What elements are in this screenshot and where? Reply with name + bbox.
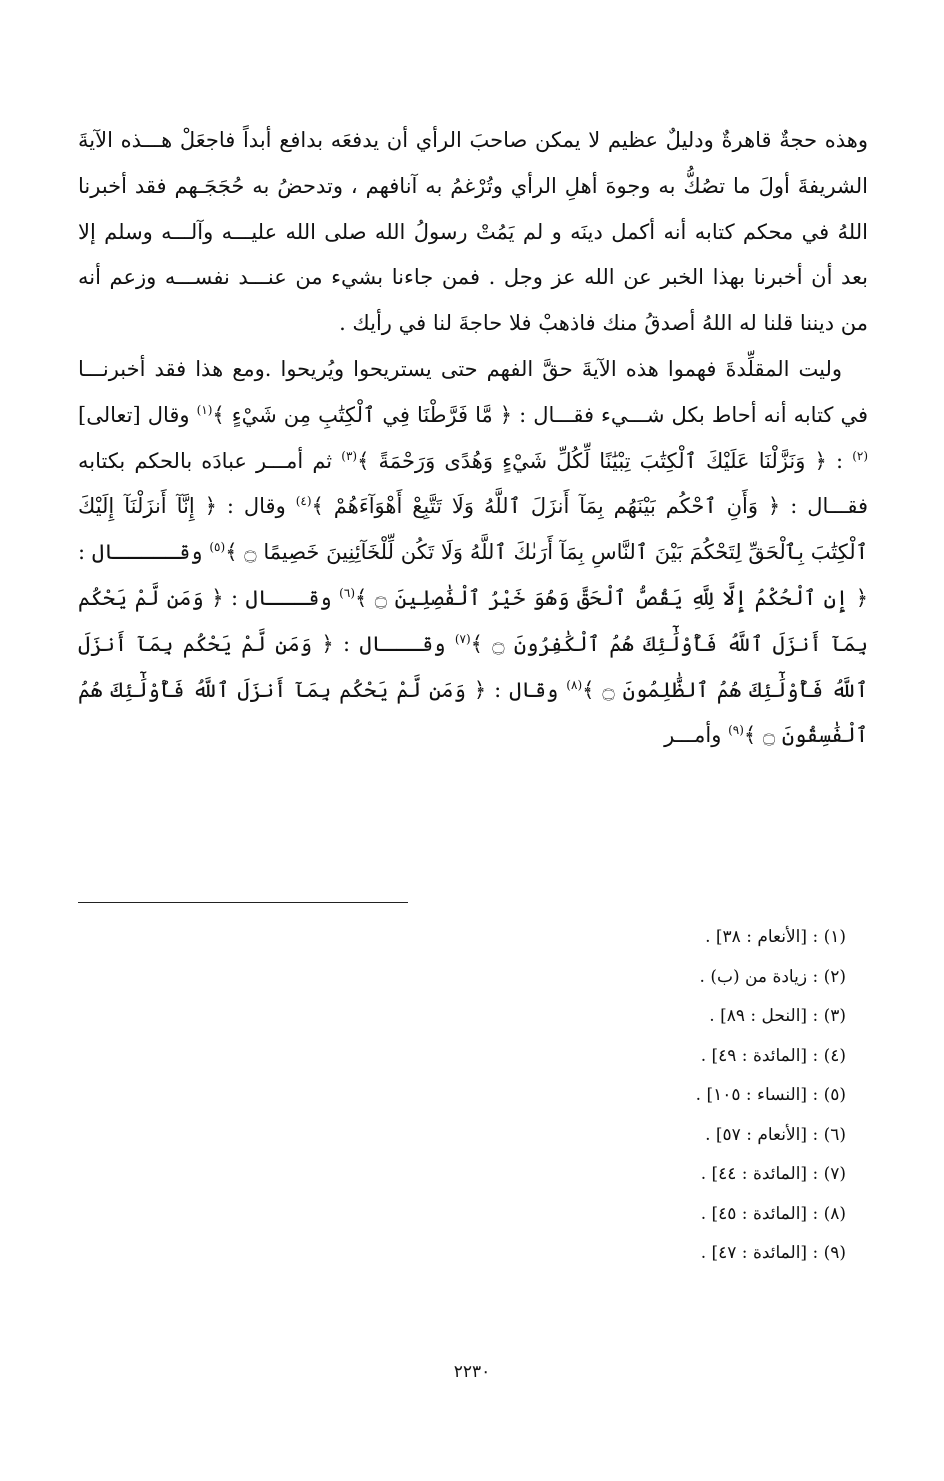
footnote-item: (٧) : [المائدة : ٤٤] .: [700, 1164, 846, 1184]
main-body-text: [78, 118, 868, 759]
footnote-divider: [78, 902, 408, 903]
footnote-item: (٨) : [المائدة : ٤٥] .: [700, 1203, 846, 1224]
footnote-reference: (٤): [295, 494, 312, 509]
text-segment: وقال [تعالى]: [78, 402, 197, 427]
body-paragraph: [78, 347, 868, 759]
text-segment: وهذه حجةٌ قاهرةٌ ودليلٌ عظيم لا يمكن صاحبَ الرأي أن يدفعَه بدافع أبداً فاجعَلْ هـــذه الآيةَ الشريفةَ أولَ ما تصُكُّ به وجوهَ أهلِ الرأي وتُرْغمُ به آنافهم ، وتدحضُ به حُجَجَـهم فقد أخبرنا اللهُ في محكم كتابه أنه أكمل دينَه و لم يَمُتْ رسولُ الله صلى الله عليـــه وآلـــه وسلم إلا بعد أن أخبرنا بهذا الخبر عن الله عز وجل . فمن جاءنا بشيء من عنـــد نفســـه وزعم أنه من ديننا قلنا له اللهُ أصدقُ منك فاذهبْ فلا حاجةَ لنا في رأيك .: [78, 128, 868, 336]
footnote-item: (٦) : [الأنعام : ٥٧] .: [705, 1124, 846, 1145]
text-segment: : ﴿ وَنَزَّلْنَا عَلَيْكَ ٱلْكِتَٰبَ تِبْيَٰنًا لِّكُلِّ شَيْءٍ وَهُدًى وَرَحْمَةً ﴾: [357, 448, 853, 473]
text-segment: وقال : ﴿ وَمَن لَّمْ يَحْكُم بِمَآ أَنزَلَ ٱللَّهُ فَأُوْلَٰٓئِكَ هُمُ ٱلْفَٰسِقُونَ ۝ ﴾: [78, 677, 868, 748]
body-paragraph: [78, 118, 868, 347]
footnote-item: (١) : [الأنعام : ٣٨] .: [705, 927, 846, 947]
text-segment: وقـــال : ﴿ وَمَن لَّمْ يَحْكُم بِمَآ أَنزَلَ ٱللَّهُ فَأُوْلَٰٓئِكَ هُمُ ٱلْكَٰفِرُونَ ۝ ﴾: [78, 585, 868, 656]
text-segment: وقـــال : ﴿ وَمَن لَّمْ يَحْكُم بِمَآ أَنزَلَ ٱللَّهُ فَأُوْلَٰٓئِكَ هُمُ ٱلظَّٰلِمُونَ ۝ ﴾: [78, 631, 868, 702]
text-segment: وليت المقلِّدةَ فهموا هذه الآيةَ حقَّ الفهم حتى يستريحوا ويُريحوا .ومع هذا فقد أخبرنـــا في كتابه أنه أحاط بكل شـــيء فقـــال : ﴿ مَّا فَرَّطْنَا فِي ٱلْكِتَٰبِ مِن شَيْءٍ ﴾: [78, 356, 868, 427]
footnote-reference: (٧): [454, 631, 471, 646]
text-segment: وقـــــال : ﴿ إِنِ ٱلْحُكْمُ إِلَّا لِلَّهِ يَقُصُّ ٱلْحَقَّ وَهُوَ خَيْرُ ٱلْفَٰصِلِينَ ۝ ﴾: [78, 540, 869, 610]
footnote-item: (٤) : [المائدة : ٤٩] .: [700, 1045, 846, 1066]
footnote-reference: (١): [196, 402, 213, 417]
footnote-item: (٢) : زيادة من (ب) .: [699, 966, 846, 987]
footnote-reference: (٨): [566, 677, 583, 692]
footnote-item: (٩) : [المائدة : ٤٧] .: [700, 1243, 846, 1263]
text-segment: وأمـــر: [664, 723, 729, 748]
footnote-reference: (٩): [728, 723, 744, 738]
footnotes-list: [446, 918, 846, 1274]
text-segment: ثم أمـــر عبادَه بالحكم بكتابه فقـــال : ﴿ وَأَنِ ٱحْكُم بَيْنَهُم بِمَآ أَنزَلَ ٱللَّهُ وَلَا تَتَّبِعْ أَهْوَآءَهُمْ ﴾: [78, 448, 868, 519]
footnote-reference: (٥): [209, 540, 226, 555]
page-number: ٢٢٣٠: [453, 1362, 491, 1382]
footnote-reference: (٣): [341, 448, 358, 463]
footnote-reference: (٢): [852, 448, 869, 463]
footnote-item: (٣) : [النحل : ٨٩] .: [709, 1006, 846, 1026]
footnote-item: (٥) : [النساء : ١٠٥] .: [695, 1085, 846, 1105]
text-segment: وقال : ﴿ إِنَّآ أَنزَلْنَآ إِلَيْكَ ٱلْكِتَٰبَ بِٱلْحَقِّ لِتَحْكُمَ بَيْنَ ٱلنَّاسِ بِمَآ أَرَىٰكَ ٱللَّهُ وَلَا تَكُن لِّلْخَآئِنِينَ خَصِيمًا ۝ ﴾: [78, 494, 869, 565]
footnote-reference: (٦): [339, 585, 355, 600]
